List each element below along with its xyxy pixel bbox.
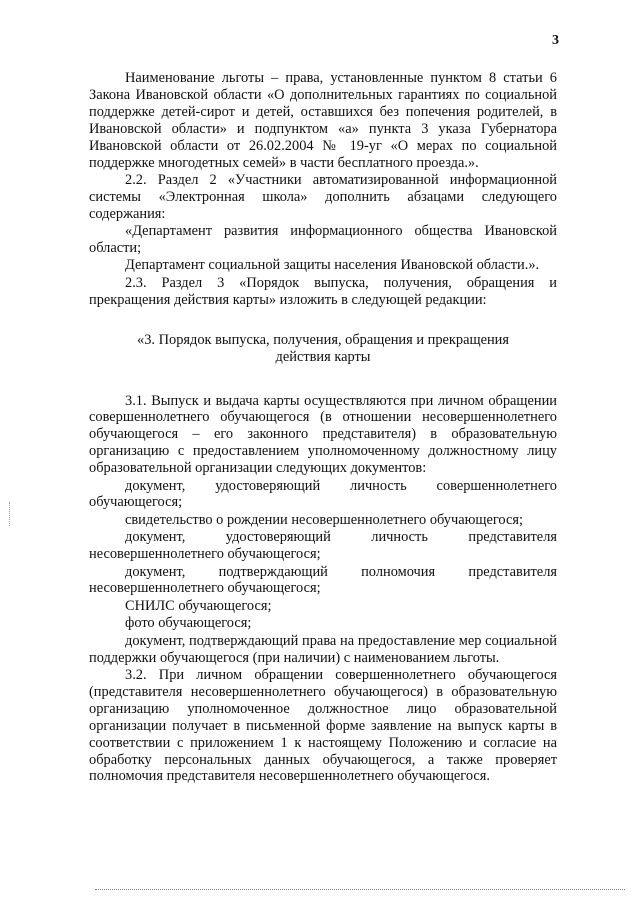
- paragraph-2-3: 2.3. Раздел 3 «Порядок выпуска, получения, обращения и прекращения действия карты» изложить в следующей редакции:: [89, 274, 557, 308]
- scan-bottom-edge: [95, 889, 625, 890]
- paragraph-benefit-name: Наименование льготы – права, установленные пунктом 8 статьи 6 Закона Ивановской области «О дополнительных гарантиях по социальной поддержке детей-сирот и детей, оставшихся без попечения родителей, в Ивановской области» и подпунктом «а» пункта 3 указа Губернатора Ивановской области от 26.02.2004 № 19-уг «О мерах по социальной поддержке многодетных семей» в части бесплатного проезда.».: [89, 70, 557, 171]
- section-3-heading: [89, 332, 557, 366]
- list-item-identity-document-representative: документ, удостоверяющий личность представителя несовершеннолетнего обучающегося;: [89, 529, 557, 563]
- list-item-photo: фото обучающегося;: [125, 615, 252, 632]
- list-item-birth-certificate: свидетельство о рождении несовершеннолетнего обучающегося;: [125, 511, 523, 528]
- document-body: [89, 70, 557, 785]
- list-item-authority-document: документ, подтверждающий полномочия представителя несовершеннолетнего обучающегося;: [89, 563, 557, 597]
- list-item-identity-document-adult: документ, удостоверяющий личность совершеннолетнего обучающегося;: [89, 477, 557, 511]
- list-item-snils: СНИЛС обучающегося;: [125, 597, 272, 614]
- section-3-heading-line-2: действия карты: [275, 348, 371, 365]
- list-item-benefit-rights-document: документ, подтверждающий права на предоставление мер социальной поддержки обучающегося (при наличии) с наименованием льготы.: [89, 632, 557, 666]
- paragraph-3-2: 3.2. При личном обращении совершеннолетнего обучающегося (представителя несовершеннолетнего обучающегося) в образовательную организацию уполномоченное должностное лицо образовательной организации получает в письменной форме заявление на выпуск карты в соответствии с приложением 1 к настоящему Положению и согласие на обработку персональных данных обучающегося, а также проверяет полномочия представителя несовершеннолетнего обучающегося.: [89, 667, 557, 785]
- scan-margin-mark: [9, 502, 11, 526]
- paragraph-department-info-society: «Департамент развития информационного общества Ивановской области;: [89, 223, 557, 257]
- page-number: 3: [552, 33, 559, 48]
- paragraph-2-2: 2.2. Раздел 2 «Участники автоматизированной информационной системы «Электронная школа» дополнить абзацами следующего содержания:: [89, 171, 557, 222]
- paragraph-department-social-protection: Департамент социальной защиты населения Ивановской области.».: [125, 257, 540, 274]
- paragraph-3-1: 3.1. Выпуск и выдача карты осуществляются при личном обращении совершеннолетнего обучающегося (в отношении несовершеннолетнего обучающегося – его законного представителя) в образовательную организацию с предоставлением уполномоченному должностному лицу образовательной организации следующих документов:: [89, 392, 557, 477]
- section-3-heading-line-1: «3. Порядок выпуска, получения, обращения и прекращения: [137, 331, 509, 348]
